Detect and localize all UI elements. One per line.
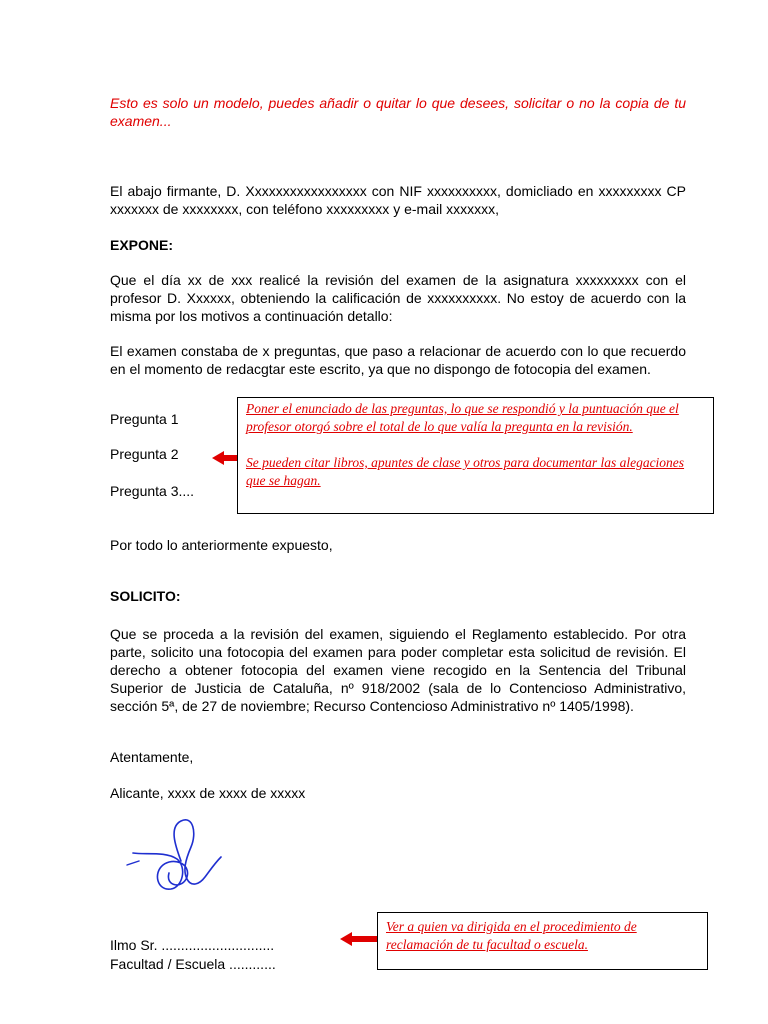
recipient-annotation-box <box>377 912 708 970</box>
closing-expone-line: Por todo lo anteriormente expuesto, <box>110 537 333 553</box>
solicito-paragraph: Que se proceda a la revisión del examen, siguiendo el Reglamento establecido. Por otra parte, solicito una fotocopia del examen para poder completar esta solicitud de revisión. El derecho a obtener fotocopia del examen viene recogido en la Sentencia del Tribunal Superior de Justicia de Cataluña, nº 918/2002 (sala de lo Contencioso Administrativo, sección 5ª, de 27 de noviembre; Recurso Contencioso Administrativo nº 1405/1998). <box>110 626 686 714</box>
arrow-left-icon <box>340 931 380 947</box>
question-3: Pregunta 3.... <box>110 483 195 499</box>
recipient-line-2: Facultad / Escuela ............ <box>110 956 276 972</box>
expone-paragraph-1: Que el día xx de xxx realicé la revisión del examen de la asignatura xxxxxxxxx con el profesor D. Xxxxxx, obteniendo la calificación de xxxxxxxxxx. No estoy de acuerdo con la misma por los motivos a continuación detallo: <box>110 272 686 324</box>
expone-paragraph-2: El examen constaba de x preguntas, que paso a relacionar de acuerdo con lo que recuerdo en el momento de redacgtar este escrito, ya que no dispongo de fotocopia del examen. <box>110 343 686 377</box>
handwritten-signature <box>125 815 230 895</box>
questions-annotation-text: Poner el enunciado de las preguntas, lo que se respondió y la puntuación que el profesor otorgó sobre el total de lo que valía la pregunta en la revisión. <box>246 401 679 434</box>
question-1: Pregunta 1 <box>110 411 179 427</box>
questions-annotation-box <box>237 397 714 514</box>
place-date-line: Alicante, xxxx de xxxx de xxxxx <box>110 785 306 801</box>
intro-paragraph: El abajo firmante, D. Xxxxxxxxxxxxxxxxx con NIF xxxxxxxxxx, domicliado en xxxxxxxxx CP xxxxxxx de xxxxxxxx, con teléfono xxxxxxxxx y e-mail xxxxxxx, <box>110 183 686 217</box>
atentamente-line: Atentamente, <box>110 749 194 765</box>
question-2: Pregunta 2 <box>110 446 179 462</box>
model-disclaimer-note: Esto es solo un modelo, puedes añadir o quitar lo que desees, solicitar o no la copia de tu examen... <box>110 95 686 129</box>
sources-annotation-text: Se pueden citar libros, apuntes de clase y otros para documentar las alegaciones que se hagan. <box>246 455 685 488</box>
solicito-heading: SOLICITO: <box>110 588 181 604</box>
expone-heading: EXPONE: <box>110 237 174 253</box>
recipient-line-1: Ilmo Sr. ............................. <box>110 937 275 953</box>
recipient-annotation-text: Ver a quien va dirigida en el procedimiento de reclamación de tu facultad o escuela. <box>386 919 637 952</box>
